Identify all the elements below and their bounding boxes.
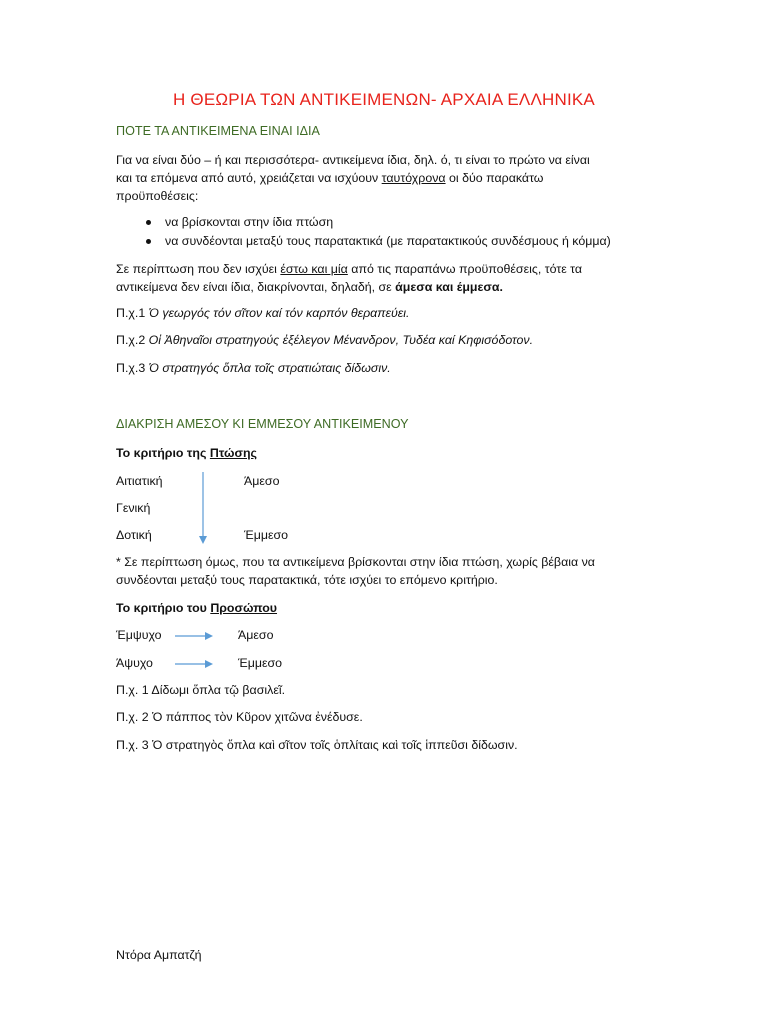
example-3 xyxy=(116,359,391,377)
para2-line2-pre: αντικείμενα δεν είναι ίδια, διακρίνονται, δηλαδή, σε xyxy=(116,280,396,294)
list-item: να συνδέονται μεταξύ τους παρατακτικά (με παρατακτικούς συνδέσμους ή κόμμα) xyxy=(146,232,611,251)
example-1 xyxy=(116,304,409,322)
case-genitive: Γενική xyxy=(116,501,151,515)
criterion-person-underlined: Προσώπου xyxy=(210,601,278,615)
case-indirect: Έμμεσο xyxy=(244,528,289,542)
list-item: να βρίσκονται στην ίδια πτώση xyxy=(146,213,611,232)
person-example-3: Π.χ. 3 Ὁ στρατηγὸς ὅπλα καὶ σῖτον τοῖς ὁπλίταις καὶ τοῖς ἱππεῦσι δίδωσιν. xyxy=(116,738,518,752)
para1-underlined-word: ταυτόχρονα xyxy=(381,171,446,185)
para1-line2-pre: και τα επόμενα από αυτό, χρειάζεται να ισχύουν xyxy=(116,171,382,185)
example-text: Οἱ Ἀθηναῖοι στρατηγούς ἐξέλεγον Μένανδρον, Τυδέα καί Κηφισόδοτον. xyxy=(148,333,534,347)
section1-heading: ΠΟΤΕ ΤΑ ΑΝΤΙΚΕΙΜΕΝΑ ΕΙΝΑΙ ΙΔΙΑ xyxy=(116,124,320,138)
right-arrow-icon xyxy=(175,631,215,641)
author-name: Ντόρα Αμπατζή xyxy=(116,948,202,962)
para1-line2-post: οι δύο παρακάτω xyxy=(445,171,544,185)
person-direct: Άμεσο xyxy=(238,628,274,642)
example-prefix: Π.χ.3 xyxy=(116,361,149,375)
person-example-2: Π.χ. 2 Ὁ πάππος τὸν Κῦρον χιτῶνα ἐνέδυσε. xyxy=(116,710,363,724)
person-indirect: Έμμεσο xyxy=(238,656,283,670)
person-inanimate: Άψυχο xyxy=(116,656,153,670)
note-line2: συνδέονται μεταξύ τους παρατακτικά, τότε ισχύει το επόμενο κριτήριο. xyxy=(116,573,498,587)
conditions-list xyxy=(146,213,611,251)
section2-heading: ΔΙΑΚΡΙΣΗ ΑΜΕΣΟΥ ΚΙ ΕΜΜΕΣΟΥ ΑΝΤΙΚΕΙΜΕΝΟΥ xyxy=(116,417,409,431)
example-text: Ὁ στρατηγός ὅπλα τοῖς στρατιώταις δίδωσιν. xyxy=(148,361,391,375)
criterion-person-heading xyxy=(116,599,277,617)
down-arrow-icon xyxy=(197,472,209,546)
para2-line1-pre: Σε περίπτωση που δεν ισχύει xyxy=(116,262,281,276)
criterion-case-underlined: Πτώσης xyxy=(209,446,257,460)
criterion-case-pre: Το κριτήριο της xyxy=(116,446,210,460)
example-2 xyxy=(116,331,533,349)
para2-bold-phrase: άμεσα και έμμεσα. xyxy=(395,280,503,294)
section1-para1-line2 xyxy=(116,169,543,187)
person-example-1: Π.χ. 1 Δίδωμι ὅπλα τῷ βασιλεῖ. xyxy=(116,683,286,697)
para2-line1-post: από τις παραπάνω προϋποθέσεις, τότε τα xyxy=(347,262,583,276)
para2-underlined-phrase: έστω και μία xyxy=(280,262,348,276)
note-line1: * Σε περίπτωση όμως, που τα αντικείμενα βρίσκονται στην ίδια πτώση, χωρίς βέβαια να xyxy=(116,555,595,569)
section1-para1-line3: προϋποθέσεις: xyxy=(116,189,199,203)
document-title: Η ΘΕΩΡΙΑ ΤΩΝ ΑΝΤΙΚΕΙΜΕΝΩΝ- ΑΡΧΑΙΑ ΕΛΛΗΝΙΚΑ xyxy=(173,90,595,109)
case-direct: Άμεσο xyxy=(244,474,280,488)
example-prefix: Π.χ.1 xyxy=(116,306,149,320)
section1-para1-line1: Για να είναι δύο – ή και περισσότερα- αντικείμενα ίδια, δηλ. ό, τι είναι το πρώτο να είναι xyxy=(116,153,590,167)
case-accusative: Αιτιατική xyxy=(116,474,163,488)
criterion-case-heading xyxy=(116,444,257,462)
case-dative: Δοτική xyxy=(116,528,152,542)
person-animate: Έμψυχο xyxy=(116,628,162,642)
right-arrow-icon xyxy=(175,659,215,669)
criterion-person-pre: Το κριτήριο του xyxy=(116,601,211,615)
example-prefix: Π.χ.2 xyxy=(116,333,149,347)
section1-para2-line2 xyxy=(116,278,503,296)
section1-para2-line1 xyxy=(116,260,582,278)
example-text: Ὁ γεωργός τόν σῖτον καί τόν καρπόν θεραπεύει. xyxy=(148,306,410,320)
